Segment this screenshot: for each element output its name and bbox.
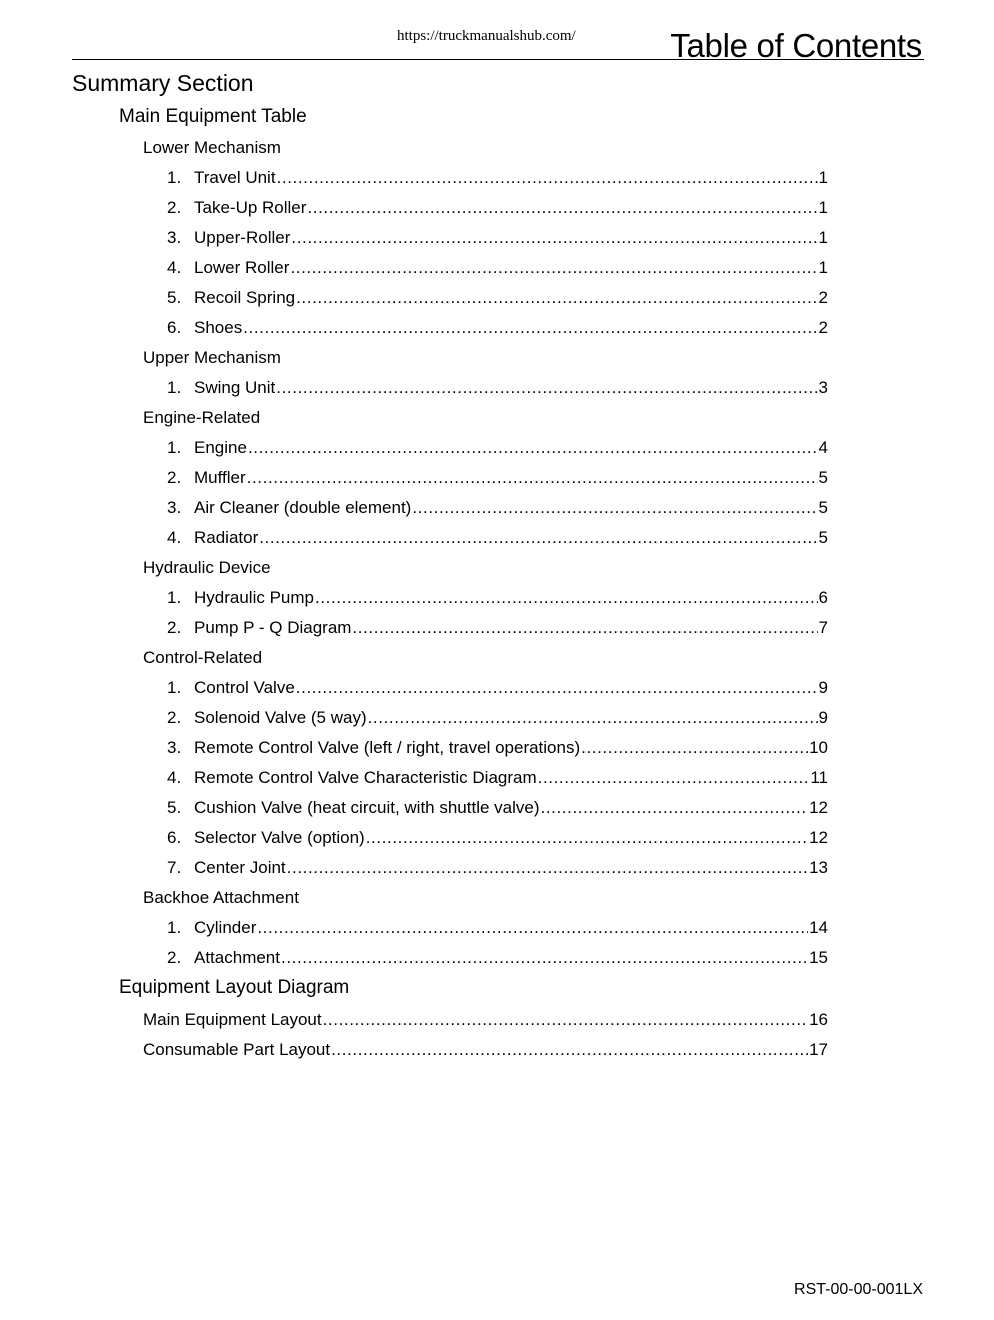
toc-entry[interactable] bbox=[167, 498, 828, 520]
dot-leader bbox=[315, 588, 818, 608]
entry-label: Main Equipment Layout bbox=[143, 1010, 322, 1029]
dot-leader bbox=[538, 768, 810, 788]
page-title: Table of Contents bbox=[670, 27, 922, 64]
entry-number: 2. bbox=[167, 708, 182, 727]
dot-leader bbox=[276, 378, 817, 398]
entry-label: Radiator bbox=[194, 528, 259, 547]
entry-label: Engine bbox=[194, 438, 247, 457]
toc-entry[interactable] bbox=[167, 588, 828, 610]
entry-page-number: 16 bbox=[809, 1010, 828, 1029]
entry-page-number: 3 bbox=[818, 378, 828, 397]
entry-page-number: 5 bbox=[818, 528, 828, 547]
entry-page-number: 15 bbox=[809, 948, 828, 967]
toc-entry[interactable] bbox=[167, 738, 828, 760]
toc-entry[interactable] bbox=[167, 288, 828, 310]
group-title-lower-mechanism: Lower Mechanism bbox=[143, 138, 281, 157]
entry-number: 1. bbox=[167, 678, 182, 697]
dot-leader bbox=[581, 738, 808, 758]
dot-leader bbox=[259, 528, 817, 548]
entry-label: Remote Control Valve (left / right, travel operations) bbox=[194, 738, 581, 757]
dot-leader bbox=[331, 1040, 808, 1060]
subsection-title-main-equipment-table: Main Equipment Table bbox=[119, 106, 307, 127]
entry-number: 1. bbox=[167, 438, 182, 457]
dot-leader bbox=[290, 258, 817, 278]
toc-entry[interactable] bbox=[167, 828, 828, 850]
entry-page-number: 1 bbox=[818, 168, 828, 187]
entry-number: 4. bbox=[167, 258, 182, 277]
toc-entry[interactable] bbox=[167, 228, 828, 250]
entry-label: Consumable Part Layout bbox=[143, 1040, 331, 1059]
dot-leader bbox=[307, 198, 817, 218]
entry-page-number: 12 bbox=[809, 828, 828, 847]
toc-entry[interactable] bbox=[167, 258, 828, 280]
entry-label: Pump P - Q Diagram bbox=[194, 618, 352, 637]
dot-leader bbox=[296, 678, 818, 698]
group-title-hydraulic-device: Hydraulic Device bbox=[143, 558, 271, 577]
dot-leader bbox=[323, 1010, 808, 1030]
toc-entry[interactable] bbox=[167, 438, 828, 460]
entry-label: Cylinder bbox=[194, 918, 257, 937]
entry-page-number: 7 bbox=[818, 618, 828, 637]
toc-entry[interactable] bbox=[167, 168, 828, 190]
toc-entry[interactable] bbox=[167, 798, 828, 820]
entry-number: 1. bbox=[167, 168, 182, 187]
toc-entry[interactable] bbox=[143, 1040, 828, 1062]
section-title-summary: Summary Section bbox=[72, 70, 254, 96]
entry-number: 5. bbox=[167, 798, 182, 817]
group-title-backhoe-attachment: Backhoe Attachment bbox=[143, 888, 299, 907]
header-rule bbox=[72, 59, 924, 60]
entry-page-number: 12 bbox=[809, 798, 828, 817]
entry-label: Lower Roller bbox=[194, 258, 290, 277]
entry-label: Travel Unit bbox=[194, 168, 276, 187]
toc-entry[interactable] bbox=[167, 318, 828, 340]
group-title-engine-related: Engine-Related bbox=[143, 408, 261, 427]
group-title-control-related: Control-Related bbox=[143, 648, 263, 667]
toc-entry[interactable] bbox=[167, 198, 828, 220]
entry-number: 3. bbox=[167, 738, 182, 757]
entry-page-number: 13 bbox=[809, 858, 828, 877]
dot-leader bbox=[247, 468, 818, 488]
entry-page-number: 4 bbox=[818, 438, 828, 457]
entry-number: 2. bbox=[167, 948, 182, 967]
entry-page-number: 14 bbox=[809, 918, 828, 937]
dot-leader bbox=[352, 618, 817, 638]
entry-number: 3. bbox=[167, 498, 182, 517]
entry-label: Solenoid Valve (5 way) bbox=[194, 708, 367, 727]
document-code: RST-00-00-001LX bbox=[794, 1281, 923, 1298]
entry-label: Swing Unit bbox=[194, 378, 276, 397]
dot-leader bbox=[368, 708, 818, 728]
toc-entry[interactable] bbox=[167, 378, 828, 400]
dot-leader bbox=[248, 438, 818, 458]
toc-entry[interactable] bbox=[167, 918, 828, 940]
entry-page-number: 5 bbox=[818, 498, 828, 517]
entry-label: Center Joint bbox=[194, 858, 286, 877]
entry-page-number: 9 bbox=[818, 678, 828, 697]
dot-leader bbox=[243, 318, 817, 338]
dot-leader bbox=[296, 288, 817, 308]
entry-page-number: 2 bbox=[818, 288, 828, 307]
toc-entry[interactable] bbox=[167, 708, 828, 730]
entry-number: 3. bbox=[167, 228, 182, 247]
toc-entry[interactable] bbox=[143, 1010, 828, 1032]
entry-page-number: 9 bbox=[818, 708, 828, 727]
source-url[interactable]: https://truckmanualshub.com/ bbox=[397, 28, 576, 44]
entry-label: Remote Control Valve Characteristic Diagram bbox=[194, 768, 537, 787]
dot-leader bbox=[277, 168, 818, 188]
entry-page-number: 1 bbox=[818, 258, 828, 277]
entry-label: Cushion Valve (heat circuit, with shuttle valve) bbox=[194, 798, 540, 817]
entry-label: Muffler bbox=[194, 468, 246, 487]
entry-label: Take-Up Roller bbox=[194, 198, 307, 217]
dot-leader bbox=[257, 918, 808, 938]
entry-label: Hydraulic Pump bbox=[194, 588, 314, 607]
subsection-title-equipment-layout-diagram: Equipment Layout Diagram bbox=[119, 977, 350, 998]
toc-entry[interactable] bbox=[167, 678, 828, 700]
entry-page-number: 2 bbox=[818, 318, 828, 337]
entry-number: 1. bbox=[167, 918, 182, 937]
toc-entry[interactable] bbox=[167, 768, 828, 790]
entry-number: 2. bbox=[167, 618, 182, 637]
entry-page-number: 1 bbox=[818, 228, 828, 247]
entry-number: 4. bbox=[167, 528, 182, 547]
dot-leader bbox=[291, 228, 817, 248]
entry-label: Upper-Roller bbox=[194, 228, 291, 247]
toc-entry[interactable] bbox=[167, 468, 828, 490]
dot-leader bbox=[366, 828, 808, 848]
entry-number: 1. bbox=[167, 588, 182, 607]
group-title-upper-mechanism: Upper Mechanism bbox=[143, 348, 281, 367]
entry-page-number: 10 bbox=[809, 738, 828, 757]
entry-number: 5. bbox=[167, 288, 182, 307]
toc-entry[interactable] bbox=[167, 948, 828, 970]
entry-page-number: 1 bbox=[818, 198, 828, 217]
entry-number: 4. bbox=[167, 768, 182, 787]
dot-leader bbox=[287, 858, 808, 878]
entry-label: Attachment bbox=[194, 948, 280, 967]
entry-number: 2. bbox=[167, 198, 182, 217]
entry-label: Shoes bbox=[194, 318, 243, 337]
dot-leader bbox=[412, 498, 817, 518]
entry-label: Selector Valve (option) bbox=[194, 828, 365, 847]
entry-number: 7. bbox=[167, 858, 182, 877]
entry-label: Control Valve bbox=[194, 678, 295, 697]
toc-entry[interactable] bbox=[167, 858, 828, 880]
entry-page-number: 11 bbox=[810, 768, 828, 787]
dot-leader bbox=[541, 798, 809, 818]
entry-number: 1. bbox=[167, 378, 182, 397]
toc-entry[interactable] bbox=[167, 528, 828, 550]
entry-number: 2. bbox=[167, 468, 182, 487]
entry-label: Recoil Spring bbox=[194, 288, 296, 307]
entry-page-number: 6 bbox=[818, 588, 828, 607]
entry-page-number: 17 bbox=[809, 1040, 828, 1059]
entry-page-number: 5 bbox=[818, 468, 828, 487]
entry-number: 6. bbox=[167, 318, 182, 337]
dot-leader bbox=[281, 948, 808, 968]
entry-number: 6. bbox=[167, 828, 182, 847]
entry-label: Air Cleaner (double element) bbox=[194, 498, 412, 517]
toc-entry[interactable] bbox=[167, 618, 828, 640]
